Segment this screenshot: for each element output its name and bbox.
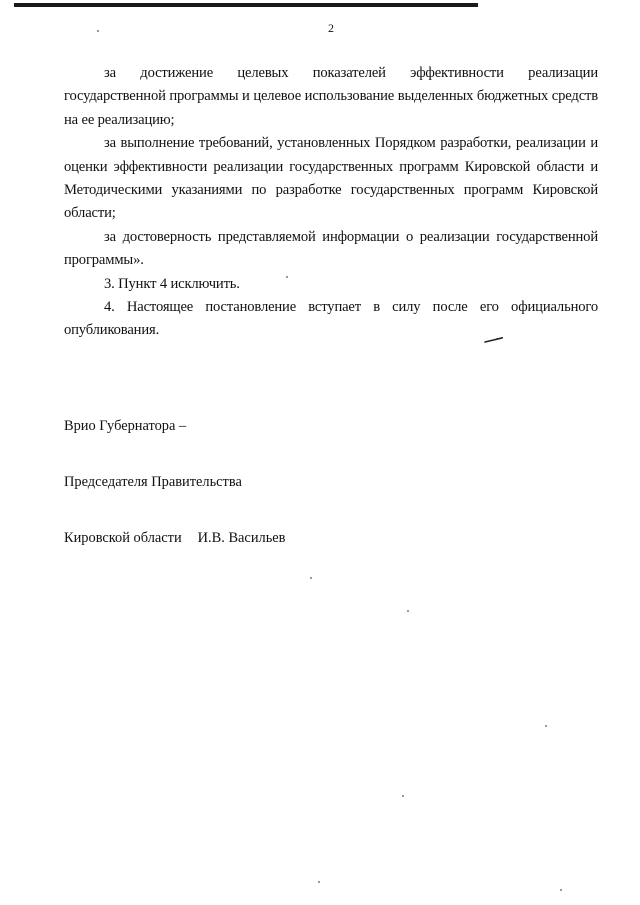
signature-block xyxy=(64,379,285,567)
signature-title-line-2: Председателя Правительства xyxy=(64,473,242,490)
scan-speck xyxy=(310,577,312,579)
scan-speck xyxy=(402,795,404,797)
scan-speck xyxy=(545,725,547,727)
scan-speck xyxy=(286,276,288,278)
signature-title-line-3 xyxy=(64,529,285,548)
document-body xyxy=(64,62,598,343)
scan-speck xyxy=(407,610,409,612)
signature-title-line-1: Врио Губернатора – xyxy=(64,417,187,434)
paragraph-information-reliability: за достоверность представляемой информации о реализации государственной программы». xyxy=(64,228,598,269)
paragraph-procedure-requirements: за выполнение требований, установленных Порядком разработки, реализации и оценки эффективности реализации государственных программ Кировской области и Методическими указаниями по разработке государственных программ Кировской области; xyxy=(64,135,598,222)
scan-speck xyxy=(560,889,562,891)
scan-speck xyxy=(318,881,320,883)
paragraph-item-3: 3. Пункт 4 исключить. xyxy=(104,275,240,292)
scan-speck xyxy=(97,30,99,32)
paragraph-item-4: 4. Настоящее постановление вступает в силу после его официального опубликования. xyxy=(64,299,598,339)
paragraph-target-indicators: за достижение целевых показателей эффективности реализации государственной программы и целевое использование выделенных бюджетных средств на ее реализацию; xyxy=(64,65,598,128)
top-border-line xyxy=(14,3,478,7)
page-number: 2 xyxy=(328,21,334,35)
signature-region: Кировской области xyxy=(64,530,182,547)
scan-artifact-mark xyxy=(484,336,504,344)
signatory-name: И.В. Васильев xyxy=(197,530,286,547)
